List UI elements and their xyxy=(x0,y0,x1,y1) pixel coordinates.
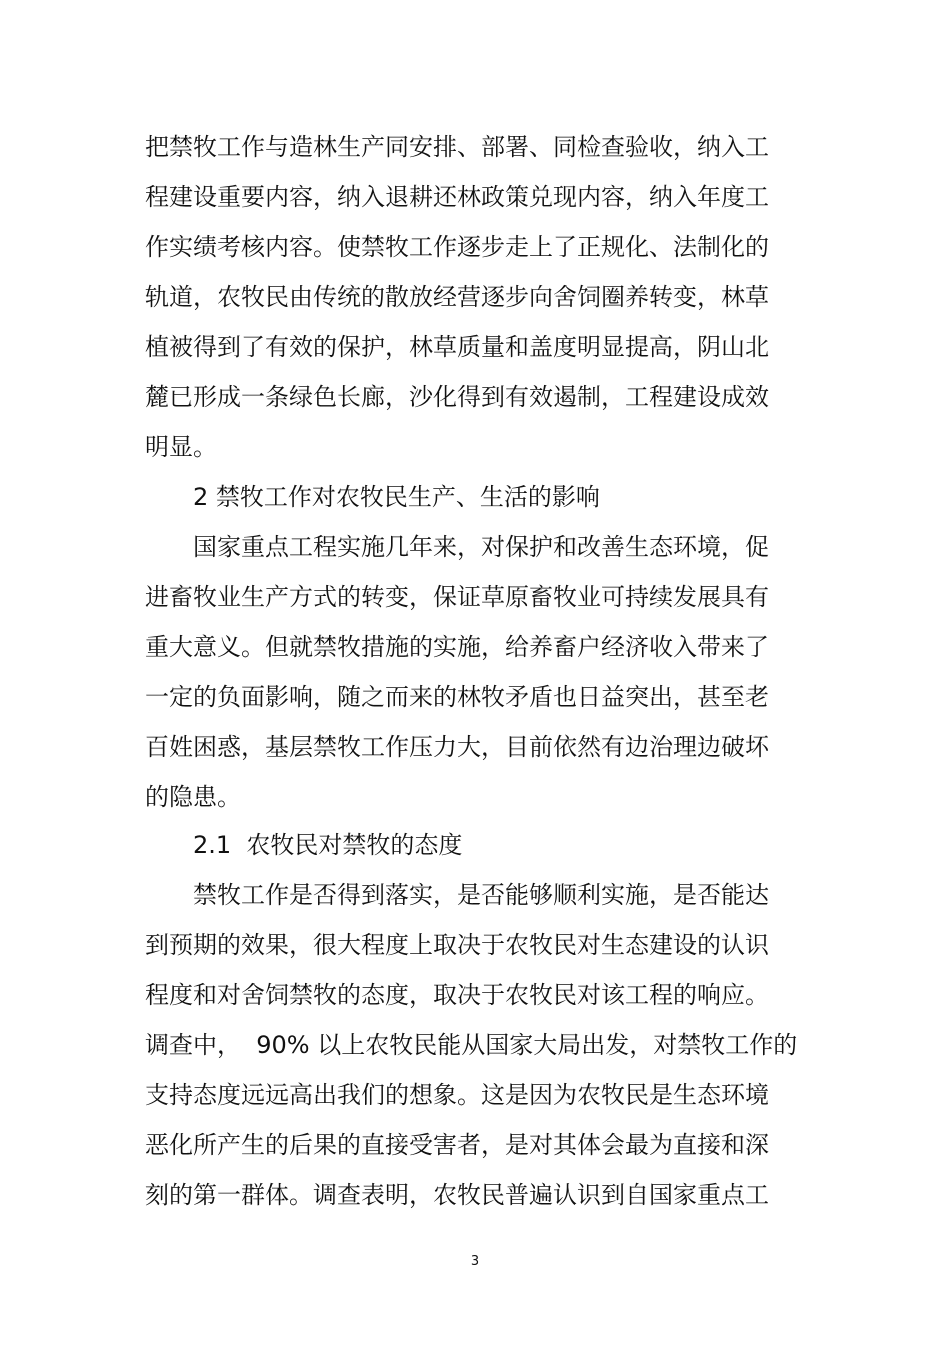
paragraph-1-line-5: 植被得到了有效的保护，林草质量和盖度明显提高，阴山北 xyxy=(145,333,769,361)
paragraph-2-line-5: 百姓困惑，基层禁牧工作压力大，目前依然有边治理边破坏 xyxy=(145,733,769,761)
paragraph-2-line-6: 的隐患。 xyxy=(145,783,241,811)
paragraph-3-line-6: 恶化所产生的后果的直接受害者，是对其体会最为直接和深 xyxy=(145,1131,769,1159)
paragraph-3-line-7: 刻的第一群体。调查表明，农牧民普遍认识到自国家重点工 xyxy=(145,1181,769,1209)
paragraph-3-line-3: 程度和对舍饲禁牧的态度，取决于农牧民对该工程的响应。 xyxy=(145,981,769,1009)
paragraph-2-line-2: 进畜牧业生产方式的转变，保证草原畜牧业可持续发展具有 xyxy=(145,583,769,611)
paragraph-1-line-6: 麓已形成一条绿色长廊，沙化得到有效遏制，工程建设成效 xyxy=(145,383,769,411)
paragraph-2-line-4: 一定的负面影响，随之而来的林牧矛盾也日益突出，甚至老 xyxy=(145,683,769,711)
page-number: 3 xyxy=(470,1254,480,1269)
paragraph-3-line-5: 支持态度远远高出我们的想象。这是因为农牧民是生态环境 xyxy=(145,1081,769,1109)
paragraph-1-line-3: 作实绩考核内容。使禁牧工作逐步走上了正规化、法制化的 xyxy=(145,233,769,261)
paragraph-2-line-3: 重大意义。但就禁牧措施的实施，给养畜户经济收入带来了 xyxy=(145,633,769,661)
paragraph-3-line-2: 到预期的效果，很大程度上取决于农牧民对生态建设的认识 xyxy=(145,931,769,959)
paragraph-2-line-1: 国家重点工程实施几年来，对保护和改善生态环境，促 xyxy=(193,533,769,561)
paragraph-1-line-7: 明显。 xyxy=(145,433,217,461)
paragraph-3-line-1: 禁牧工作是否得到落实，是否能够顺利实施，是否能达 xyxy=(193,881,769,909)
section-heading-2-1: 2.1 农牧民对禁牧的态度 xyxy=(193,831,463,859)
section-heading-2: 2 禁牧工作对农牧民生产、生活的影响 xyxy=(193,483,600,511)
paragraph-1-line-2: 程建设重要内容，纳入退耕还林政策兑现内容，纳入年度工 xyxy=(145,183,769,211)
paragraph-1-line-4: 轨道，农牧民由传统的散放经营逐步向舍饲圈养转变，林草 xyxy=(145,283,769,311)
paragraph-3-line-4: 调查中， 90% 以上农牧民能从国家大局出发，对禁牧工作的 xyxy=(145,1031,798,1059)
paragraph-1-line-1: 把禁牧工作与造林生产同安排、部署、同检查验收，纳入工 xyxy=(145,133,769,161)
